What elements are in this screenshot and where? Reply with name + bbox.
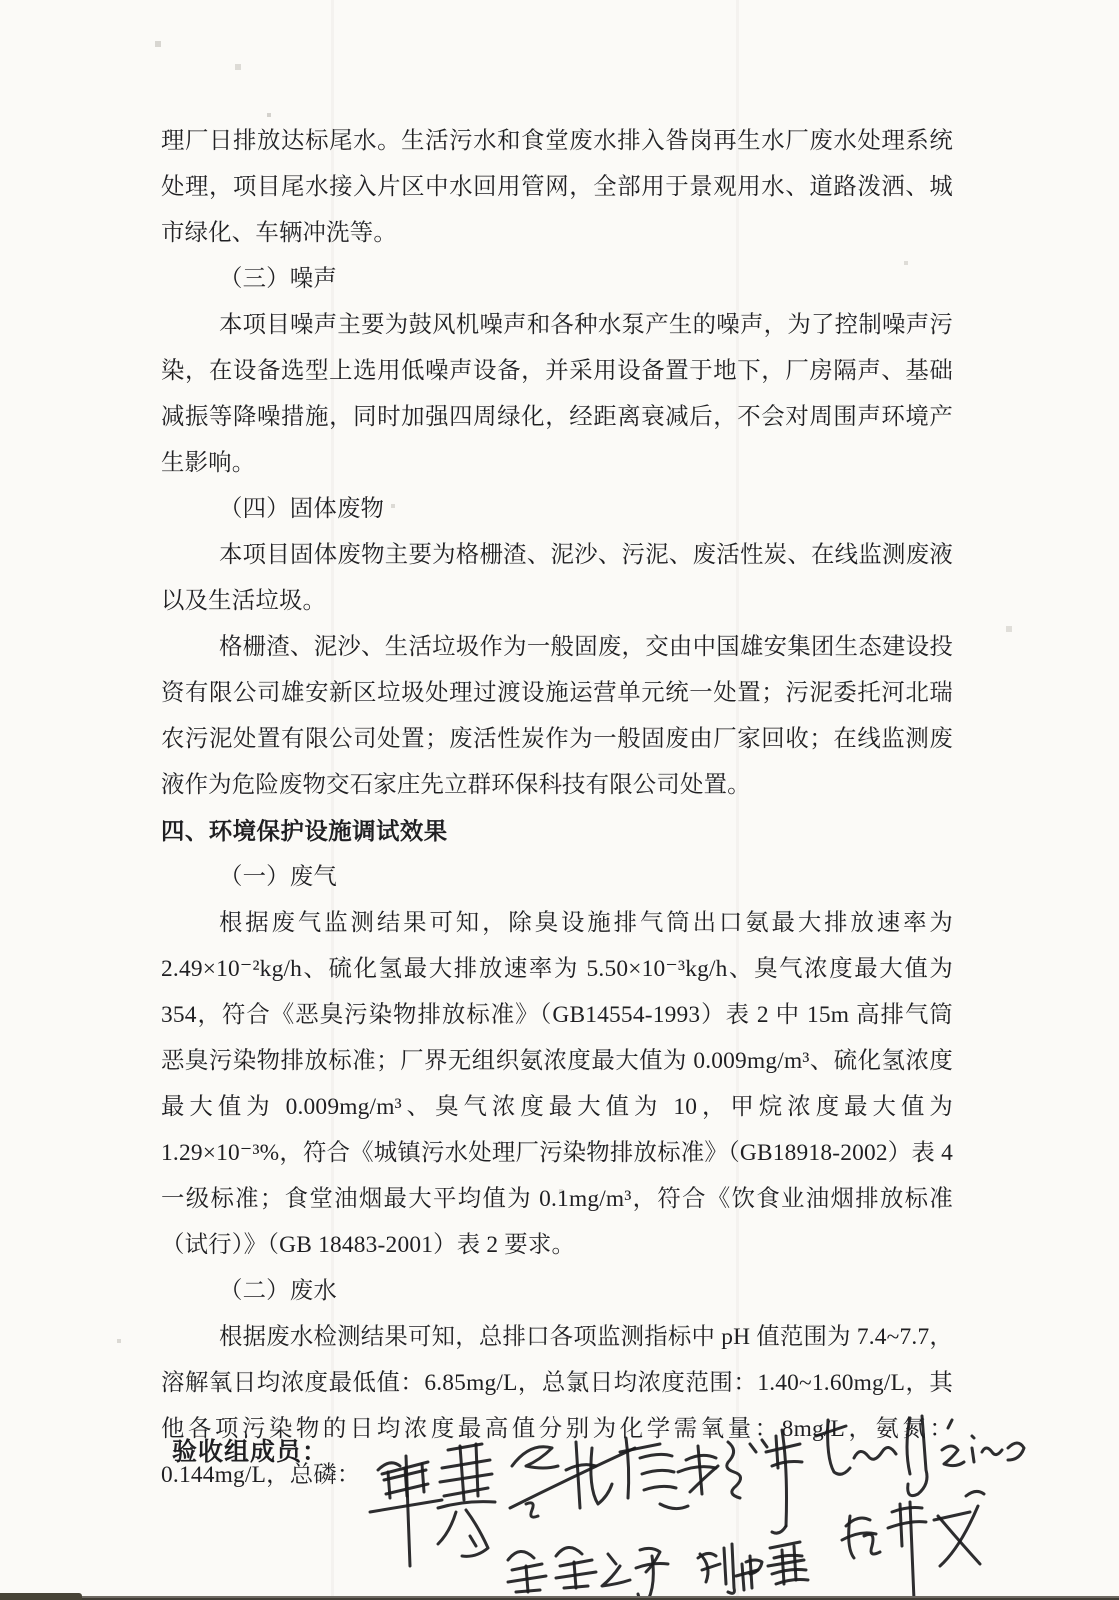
document-body	[161, 118, 953, 1498]
signature-4	[816, 1416, 1024, 1496]
heading-section-4: 四、环境保护设施调试效果	[161, 818, 448, 844]
handwritten-signatures	[330, 1408, 1030, 1600]
paragraph-tailwater: 理厂日排放达标尾水。生活污水和食堂废水排入昝岗再生水厂废水处理系统处理，项目尾水接入片区中水回用管网，全部用于景观用水、道路泼洒、城市绿化、车辆冲洗等。	[161, 128, 953, 246]
paragraph-solid-waste-disposal: 格栅渣、泥沙、生活垃圾作为一般固废，交由中国雄安集团生态建设投资有限公司雄安新区垃圾处理过渡设施运营单元统一处置；污泥委托河北瑞农污泥处置有限公司处置；废活性炭作为一般固废由厂家回收；在线监测废液作为危险废物交石家庄先立群环保科技有限公司处置。	[161, 634, 953, 798]
paragraph-solid-waste-intro: 本项目固体废物主要为格栅渣、泥沙、污泥、废活性炭、在线监测废液以及生活垃圾。	[161, 542, 953, 614]
heading-waste-water: （二）废水	[219, 1278, 337, 1304]
paragraph-waste-gas: 根据废气监测结果可知，除臭设施排气筒出口氨最大排放速率为 2.49×10⁻²kg/h、硫化氢最大排放速率为 5.50×10⁻³kg/h、臭气浓度最大值为 354，符合《恶臭污染物排放标准》（GB14554-1993）表 2 中 15m 高排气筒恶臭污染物排放标准；厂界无组织氨浓度最大值为 0.009mg/m³、硫化氢浓度最大值为 0.009mg/m³、臭气浓度最大值为 10，甲烷浓度最大值为 1.29×10⁻³%，符合《城镇污水处理厂污染物排放标准》（GB18918-2002）表 4 一级标准；食堂油烟最大平均值为 0.1mg/m³，符合《饮食业油烟排放标准（试行）》（GB 18483-2001）表 2 要求。	[161, 910, 953, 1258]
signature-2	[510, 1438, 688, 1517]
heading-solid-waste: （四）固体废物	[219, 496, 385, 522]
scan-specks	[0, 0, 2, 2]
heading-waste-gas: （一）废气	[219, 864, 337, 890]
acceptance-team-label: 验收组成员：	[172, 1438, 329, 1466]
signature-3	[678, 1430, 802, 1533]
signature-7	[698, 1542, 808, 1593]
signature-5	[842, 1491, 984, 1600]
signature-1	[370, 1444, 495, 1566]
heading-noise: （三）噪声	[219, 266, 337, 292]
scan-bottom-corner	[0, 1593, 82, 1600]
signature-6	[508, 1547, 668, 1600]
paragraph-waste-water: 根据废水检测结果可知，总排口各项监测指标中 pH 值范围为 7.4~7.7，溶解氧日均浓度最低值：6.85mg/L，总氯日均浓度范围：1.40~1.60mg/L，其他各项污染物的日均浓度最高值分别为化学需氧量：8mg/L，氨氮：0.144mg/L，总磷：	[161, 1324, 953, 1488]
paragraph-noise: 本项目噪声主要为鼓风机噪声和各种水泵产生的噪声，为了控制噪声污染，在设备选型上选用低噪声设备，并采用设备置于地下，厂房隔声、基础减振等降噪措施，同时加强四周绿化，经距离衰减后，不会对周围声环境产生影响。	[161, 312, 953, 476]
